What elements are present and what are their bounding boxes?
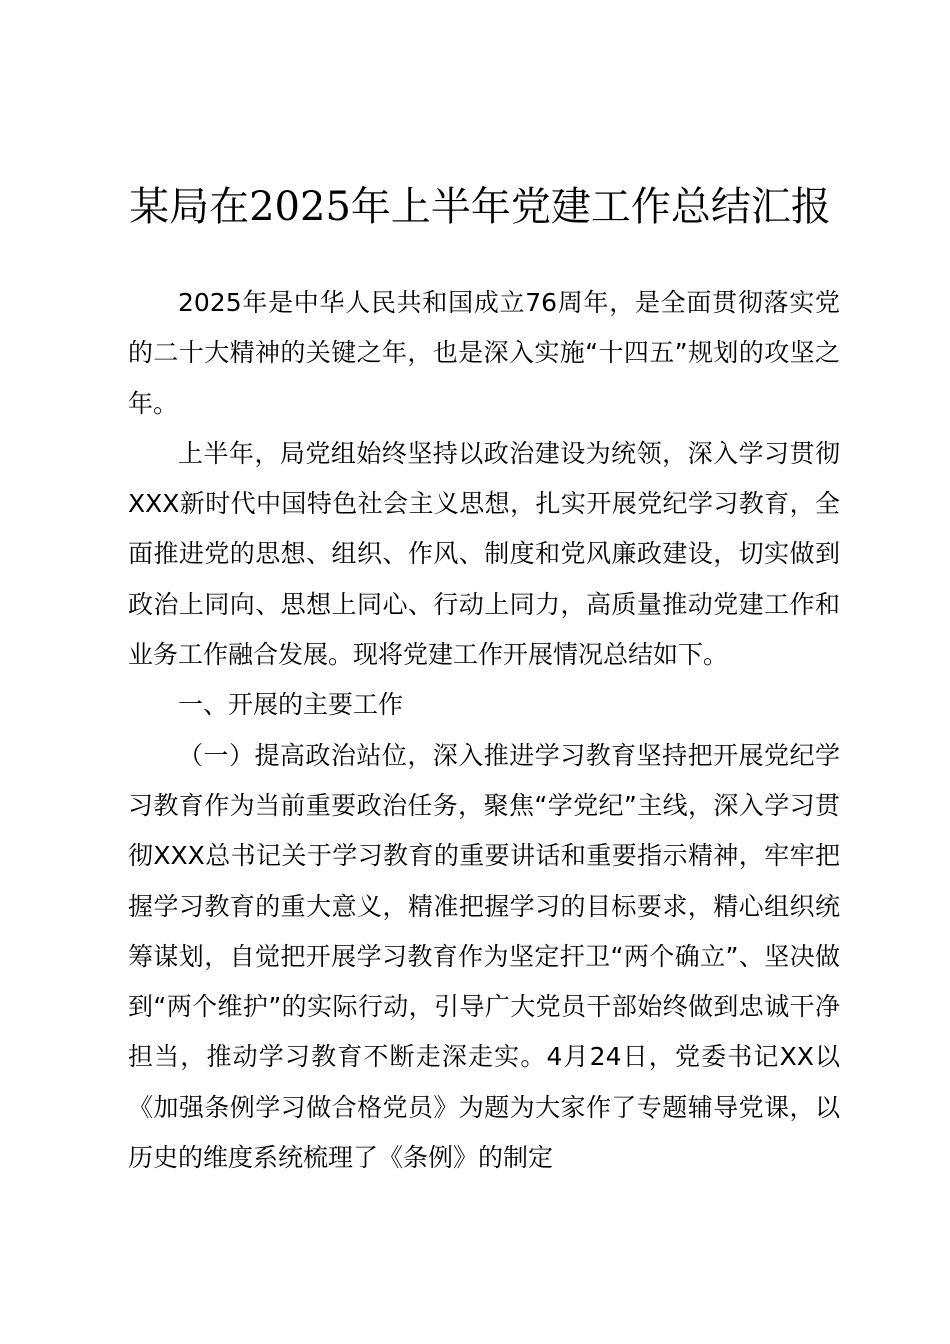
document-body: [128, 278, 840, 1183]
document-title: 某局在2025年上半年党建工作总结汇报: [129, 183, 831, 230]
paragraph-section-one: （一）提高政治站位，深入推进学习教育坚持把开展党纪学习教育作为当前重要政治任务，聚焦“学党纪”主线，深入学习贯彻XXX总书记关于学习教育的重要讲话和重要指示精神，牢牢把握学习教育的重大意义，精准把握学习的目标要求，精心组织统筹谋划，自觉把开展学习教育作为坚定扞卫“两个确立”、坚决做到“两个维护”的实际行动，引导广大党员干部始终做到忠诚干净担当，推动学习教育不断走深走实。4月24日，党委书记XX以《加强条例学习做合格党员》为题为大家作了专题辅导党课，以历史的维度系统梳理了《条例》的制定: [128, 740, 840, 1173]
section-heading: 一、开展的主要工作: [178, 690, 404, 720]
paragraph-summary: 上半年，局党组始终坚持以政治建设为统领，深入学习贯彻XXX新时代中国特色社会主义思想，扎实开展党纪学习教育，全面推进党的思想、组织、作风、制度和党风廉政建设，切实做到政治上同向、思想上同心、行动上同力，高质量推动党建工作和业务工作融合发展。现将党建工作开展情况总结如下。: [128, 438, 840, 670]
paragraph-intro: 2025年是中华人民共和国成立76周年，是全面贯彻落实党的二十大精神的关键之年，也是深入实施“十四五”规划的攻坚之年。: [128, 288, 840, 418]
